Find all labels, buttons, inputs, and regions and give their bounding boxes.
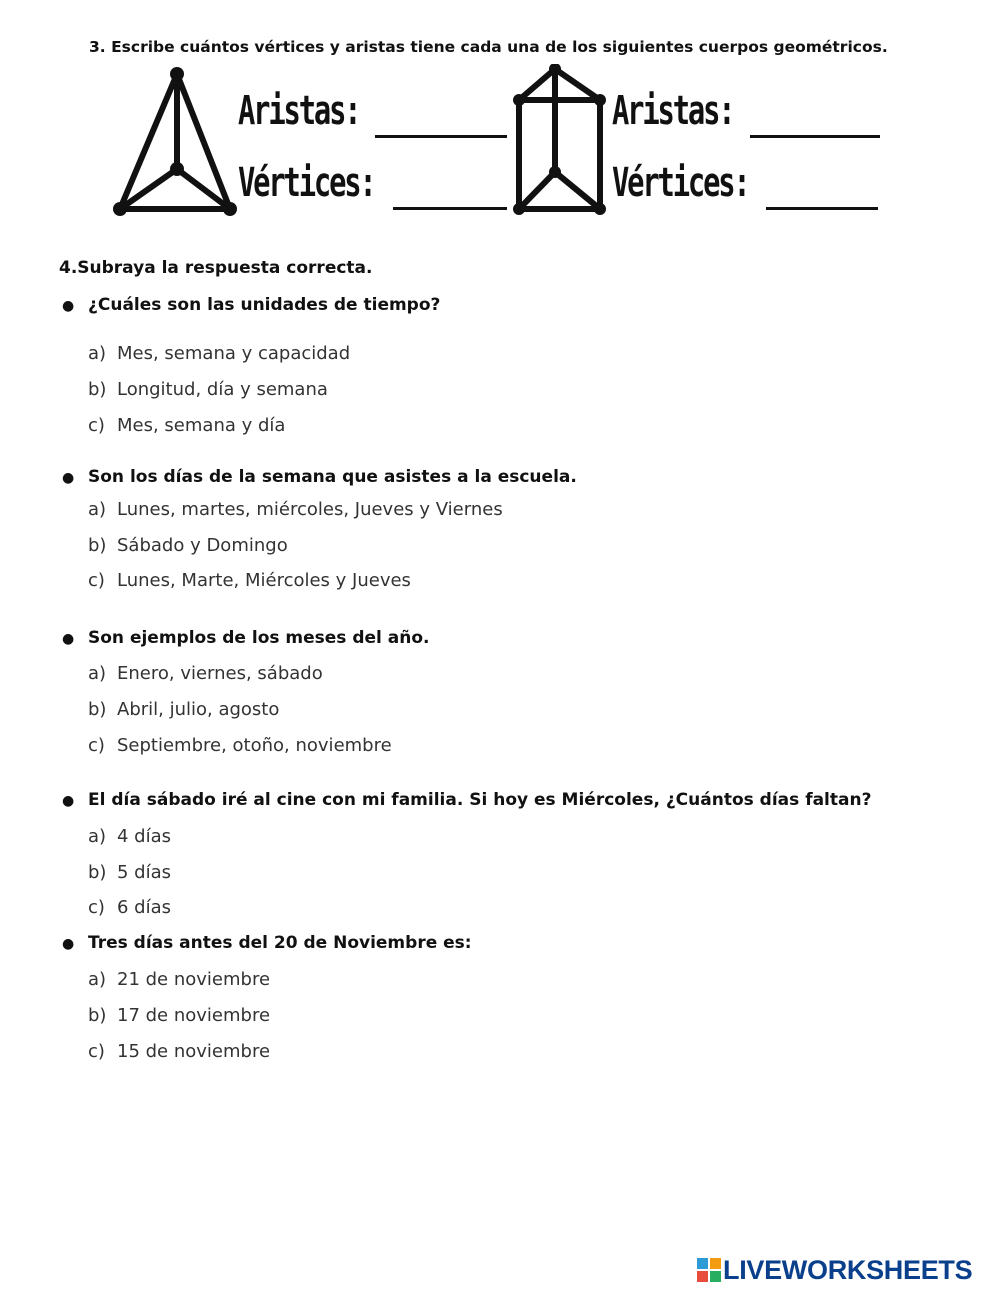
option-letter: c) — [88, 415, 105, 436]
option-letter: b) — [88, 379, 107, 400]
option-text[interactable]: 21 de noviembre — [117, 969, 271, 990]
option-c[interactable] — [88, 570, 411, 591]
pyramid-icon — [110, 64, 240, 224]
option-letter: a) — [88, 663, 107, 684]
option-b[interactable] — [88, 379, 328, 400]
option-b[interactable] — [88, 862, 171, 883]
option-a[interactable] — [88, 969, 270, 990]
option-text[interactable]: 15 de noviembre — [117, 1041, 271, 1062]
option-text[interactable]: Mes, semana y día — [117, 415, 286, 436]
vertices-label-2: Vértices: — [612, 160, 749, 206]
option-letter: a) — [88, 499, 107, 520]
option-text[interactable]: Septiembre, otoño, noviembre — [117, 735, 392, 756]
bullet-icon: ● — [62, 936, 75, 952]
option-b[interactable] — [88, 699, 279, 720]
question-text: Son ejemplos de los meses del año. — [88, 628, 430, 648]
option-letter: a) — [88, 826, 107, 847]
option-text[interactable]: Lunes, Marte, Miércoles y Jueves — [117, 570, 411, 591]
option-letter: b) — [88, 1005, 107, 1026]
vertices-label-1: Vértices: — [238, 160, 375, 206]
option-b[interactable] — [88, 535, 288, 556]
vertices-answer-blank-2[interactable] — [766, 207, 878, 210]
option-text[interactable]: Mes, semana y capacidad — [117, 343, 351, 364]
question-text: ¿Cuáles son las unidades de tiempo? — [88, 295, 441, 315]
option-a[interactable] — [88, 826, 171, 847]
option-letter: a) — [88, 343, 107, 364]
option-text[interactable]: Abril, julio, agosto — [117, 699, 280, 720]
option-c[interactable] — [88, 1041, 270, 1062]
aristas-label-2: Aristas: — [612, 88, 734, 134]
option-a[interactable] — [88, 663, 323, 684]
bullet-icon: ● — [62, 793, 75, 809]
option-b[interactable] — [88, 1005, 270, 1026]
option-letter: c) — [88, 735, 105, 756]
option-letter: c) — [88, 897, 105, 918]
option-text[interactable]: 17 de noviembre — [117, 1005, 271, 1026]
option-letter: b) — [88, 535, 107, 556]
option-letter: c) — [88, 570, 105, 591]
option-a[interactable] — [88, 343, 350, 364]
liveworksheets-logo[interactable] — [697, 1255, 972, 1285]
option-text[interactable]: Longitud, día y semana — [117, 379, 328, 400]
question-text: Tres días antes del 20 de Noviembre es: — [88, 933, 472, 953]
option-c[interactable] — [88, 415, 285, 436]
aristas-answer-blank-1[interactable] — [375, 135, 507, 138]
question-text: El día sábado iré al cine con mi familia. Si hoy es Miércoles, ¿Cuántos días faltan? — [88, 790, 872, 810]
question-text: Son los días de la semana que asistes a la escuela. — [88, 467, 577, 487]
bullet-icon: ● — [62, 631, 75, 647]
vertices-answer-blank-1[interactable] — [393, 207, 507, 210]
aristas-answer-blank-2[interactable] — [750, 135, 880, 138]
aristas-label-1: Aristas: — [238, 88, 360, 134]
option-letter: b) — [88, 699, 107, 720]
option-text[interactable]: 6 días — [117, 897, 172, 918]
option-letter: b) — [88, 862, 107, 883]
option-text[interactable]: 5 días — [117, 862, 172, 883]
option-c[interactable] — [88, 735, 392, 756]
option-text[interactable]: Enero, viernes, sábado — [117, 663, 323, 684]
question-3-title: 3. Escribe cuántos vértices y aristas tiene cada una de los siguientes cuerpos geométricos. — [89, 38, 888, 56]
option-c[interactable] — [88, 897, 171, 918]
option-text[interactable]: 4 días — [117, 826, 172, 847]
option-a[interactable] — [88, 499, 503, 520]
option-text[interactable]: Sábado y Domingo — [117, 535, 288, 556]
bullet-icon: ● — [62, 298, 75, 314]
option-letter: a) — [88, 969, 107, 990]
option-letter: c) — [88, 1041, 105, 1062]
bullet-icon: ● — [62, 470, 75, 486]
liveworksheets-logo-icon — [697, 1258, 721, 1282]
option-text[interactable]: Lunes, martes, miércoles, Jueves y Viernes — [117, 499, 503, 520]
logo-text: LIVEWORKSHEETS — [723, 1254, 973, 1285]
question-4-title: 4.Subraya la respuesta correcta. — [59, 258, 373, 278]
